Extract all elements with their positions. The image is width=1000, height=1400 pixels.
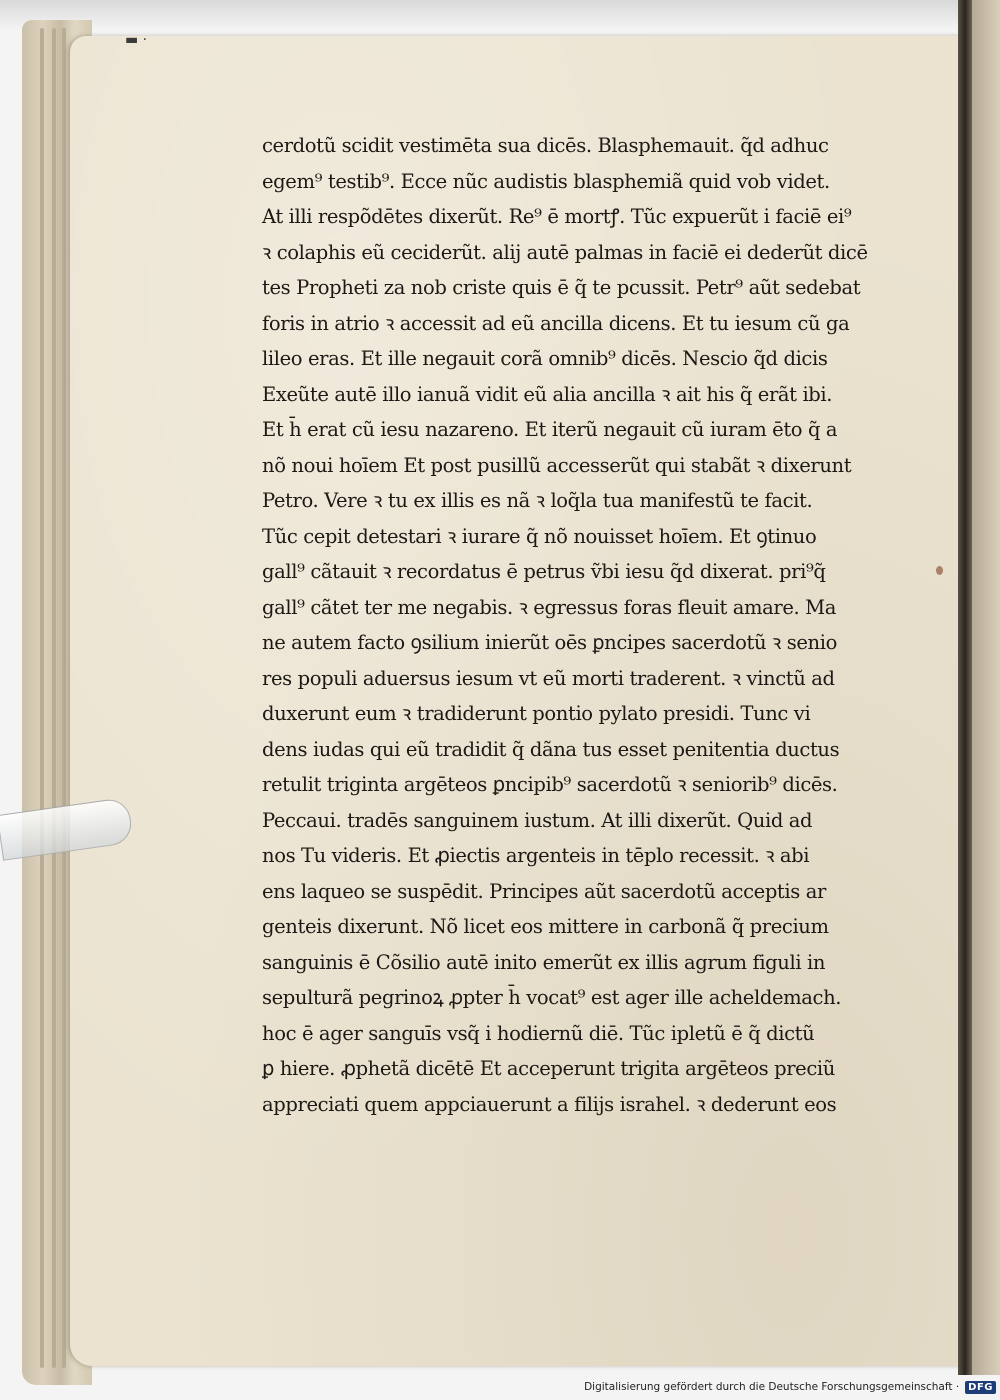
text-line: Petro. Vere ꝛ tu ex illis es nã ꝛ loq̃la tua manifestũ te facit. xyxy=(262,488,813,512)
text-line: sanguinis ē Cõsilio autē inito emerũt ex illis agrum figuli in xyxy=(262,949,826,974)
footer-credit xyxy=(584,1378,996,1396)
text-line: ꝛ colaphis eũ ceciderũt. alij autē palmas in faciē ei dederũt dicē xyxy=(262,239,868,264)
facing-page-edge xyxy=(972,0,1000,1375)
text-line: genteis dixerunt. Nõ licet eos mittere in carbonã q̃ precium xyxy=(262,914,829,938)
ink-stain xyxy=(936,566,943,575)
text-line: nos Tu videris. Et ꝓiectis argenteis in tēplo recessit. ꝛ abi xyxy=(262,843,810,867)
text-line: tes Propheti za nob criste quis ē q̃ te pcussit. Petr⁹ aũt sedebat xyxy=(262,275,861,299)
text-line: Et h̄ erat cũ iesu nazareno. Et iterũ negauit cũ iuram ēto q̃ a xyxy=(262,417,838,441)
text-line: gall⁹ cãtauit ꝛ recordatus ē petrus ṽbi iesu q̃d dixerat. pri⁹q̃ xyxy=(262,559,826,583)
text-line: Exeũte autē illo ianuã vidit eũ alia ancilla ꝛ ait his q̃ erãt ibi. xyxy=(262,381,833,406)
text-line: nõ noui hoīem Et post pusillũ accesserũt qui stabãt ꝛ dixerunt xyxy=(262,452,852,477)
page-stack-edge xyxy=(40,28,44,1368)
scan-top-shadow xyxy=(0,0,1000,30)
text-line: ens laqueo se suspēdit. Principes aũt sacerdotũ acceptis ar xyxy=(262,878,826,903)
top-mark: ▬ · xyxy=(125,32,148,48)
incunable-text-block xyxy=(262,128,902,1122)
text-line: sepulturã pegrinoꝝ ꝓpter h̄ vocat⁹ est ager ille acheldemach. xyxy=(262,985,842,1009)
footer-credit-text: Digitalisierung gefördert durch die Deutsche Forschungsgemeinschaft · xyxy=(584,1381,960,1393)
text-line: cerdotũ scidit vestimēta sua dicēs. Blasphemauit. q̃d adhuc xyxy=(262,133,829,157)
text-line: res populi aduersus iesum vt eũ morti traderent. ꝛ vinctũ ad xyxy=(262,665,835,690)
text-line: dens iudas qui eũ tradidit q̃ dãna tus esset penitentia ductus xyxy=(262,736,840,761)
page-stack-edge xyxy=(62,28,66,1368)
text-line: Peccaui. tradēs sanguinem iustum. At illi dixerũt. Quid ad xyxy=(262,807,813,832)
page-stack-edge xyxy=(52,28,56,1368)
dfg-logo: DFG xyxy=(965,1381,996,1394)
text-line: gall⁹ cãtet ter me negabis. ꝛ egressus foras fleuit amare. Ma xyxy=(262,594,837,619)
text-line: hoc ē ager sanguīs vsq̃ i hodiernũ diē. Tũc ipletũ ē q̃ dictũ xyxy=(262,1020,815,1045)
text-line: lileo eras. Et ille negauit corã omnib⁹ dicēs. Nescio q̃d dicis xyxy=(262,346,828,370)
text-line: ne autem facto ꝯsilium inierũt oēs ꝑncipes sacerdotũ ꝛ senio xyxy=(262,630,837,654)
text-line: egem⁹ testib⁹. Ecce nũc audistis blasphemiã quid vob videt. xyxy=(262,168,830,193)
text-line: appreciati quem appciauerunt a filijs israhel. ꝛ dederunt eos xyxy=(262,1091,837,1116)
text-line: At illi respõdētes dixerũt. Re⁹ ē mortꝭ. Tũc expuerũt i faciē ei⁹ xyxy=(262,204,852,228)
text-line: Tũc cepit detestari ꝛ iurare q̃ nõ nouisset hoīem. Et ꝯtinuo xyxy=(262,523,817,548)
text-line: ꝑ hiere. ꝓphetã dicētē Et acceperunt trigita argēteos preciũ xyxy=(262,1056,835,1080)
text-line: retulit triginta argēteos ꝑncipib⁹ sacerdotũ ꝛ seniorib⁹ dicēs. xyxy=(262,772,838,796)
text-line: foris in atrio ꝛ accessit ad eũ ancilla dicens. Et tu iesum cũ ga xyxy=(262,310,850,335)
book-gutter xyxy=(958,0,972,1375)
text-line: duxerunt eum ꝛ tradiderunt pontio pylato presidi. Tunc vi xyxy=(262,701,811,725)
